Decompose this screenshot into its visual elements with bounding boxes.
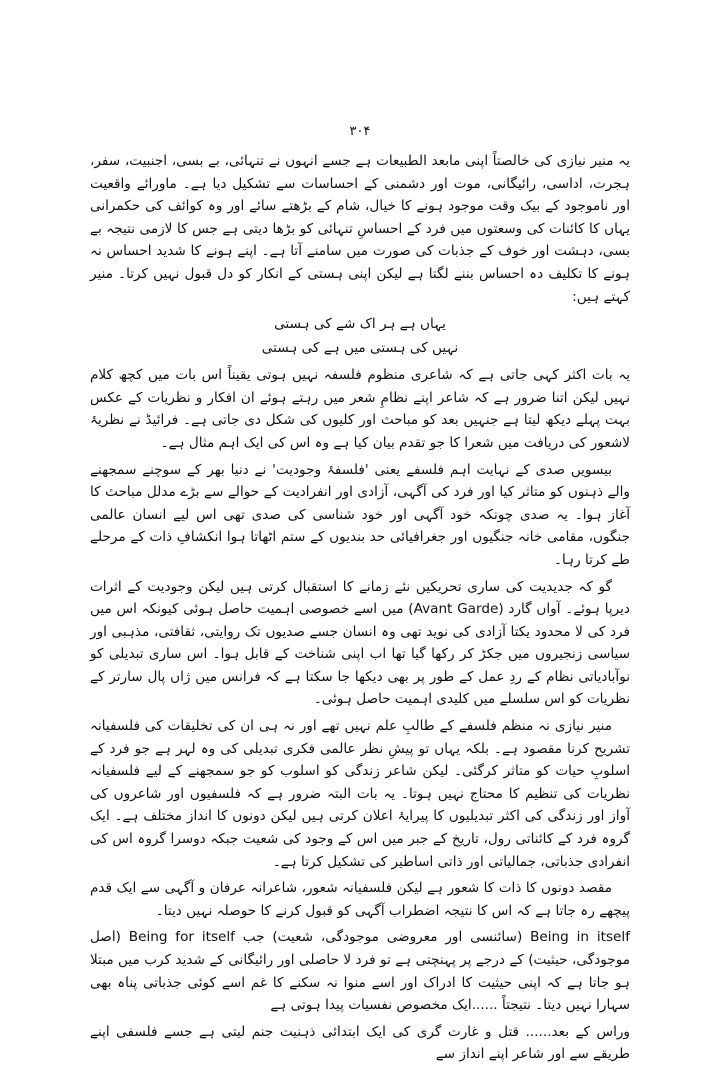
verse-line-2: نہیں کی ہستی میں ہے کی ہستی [261, 340, 459, 357]
paragraph-4: گو کہ جدیدیت کی ساری تحریکیں نئے زمانے کا استقبال کرتی ہیں لیکن وجودیت کے اثرات دیرپا ہوئے۔ آواں گارد (Avant Garde) میں اسے خصوصی اہمیت حاصل ہوئی کیونکہ اس میں فرد کی لا محدود یکتا آزادی کی نوید تھی وہ انسان جسے صدیوں تک روایتی، ثقافتی، مذہبی اور سیاسی زنجیروں میں جکڑ کر رکھا گیا تھا اب اپنی شناخت کے قابل ہوا۔ اس ساری تبدیلی کو نوآبادیاتی نظام کے ردِ عمل کے طور پر بھی دیکھا جا سکتا ہے کہ فرانس میں ژاں پال سارتر کے نظریات کو اس سلسلے میں کلیدی اہمیت حاصل ہوئی۔ [90, 578, 630, 708]
page-number: ۳۰۴ [349, 124, 371, 139]
paragraph-2: یہ بات اکثر کہی جاتی ہے کہ شاعری منظوم فلسفہ نہیں ہوتی یقیناً اس بات میں کچھ کلام نہیں لیکن اتنا ضرور ہے کہ شاعر اپنے نظامِ شعر میں رہتے ہوئے ان افکار و نظریات کے عکس بہت پہلے دیکھ لیتا ہے جنہیں بعد کو مباحث اور کلیوں کی شکل دی جاتی ہے۔ فرائیڈ نے نظریۂ لاشعور کی دریافت میں شعرا کا جو تقدم بیان کیا ہے وہ اس کی ایک اہم مثال ہے۔ [90, 367, 630, 451]
verse-block [90, 312, 630, 360]
paragraph-6: مقصد دونوں کا ذات کا شعور ہے لیکن فلسفیانہ شعور، شاعرانہ عرفان و آگہی سے ایک قدم پیچھے رہ جاتا ہے کہ اس کا نتیجہ اضطراب آگہی کو قبول کرنے کا حوصلہ نہیں دیتا۔ [90, 880, 630, 919]
paragraph-1: یہ منیر نیازی کی خالصتاً اپنی مابعد الطبیعات ہے جسے انہوں نے تنہائی، بے بسی، اجنبیت، سفر، ہجرت، اداسی، رائیگانی، موت اور دشمنی کے احساسات سے تشکیل دیا ہے۔ ماورائے واقعیت اور ناموجود کے بیک وقت موجود ہونے کا خیال، شام کے بڑھتے سائے اور وہ کوائف کی حکمرانی یہاں کا کائنات کی وسعتوں میں فرد کے احساسِ تنہائی کو بڑھا دیتی ہے جس کا لازمی نتیجہ بے بسی، دہشت اور خوف کے جذبات کی صورت میں سامنے آتا ہے۔ اپنے ہونے کا شدید احساس نہ ہونے کا تکلیف دہ احساس بننے لگتا ہے لیکن اپنی ہستی کے انکار کو دل قبول نہیں کرتا۔ منیر کہتے ہیں: [90, 153, 630, 305]
paragraph-8: وراس کے بعد...... قتل و غارت گری کی ایک ابتدائی ذہنیت جنم لیتی ہے جسے فلسفی اپنے طریقے سے اور شاعر اپنے انداز سے [90, 1023, 630, 1063]
paragraph-3: بیسویں صدی کے نہایت اہم فلسفے یعنی 'فلسفۂ وجودیت' نے دنیا بھر کے سوچنے سمجھنے والے ذہنوں کو متاثر کیا اور فرد کی آگہی، آزادی اور انفرادیت کے حوالے سے بڑے مدلل مباحث کا آغاز ہوا۔ یہ صدی چونکہ خود آگہی اور خود شناسی کی صدی تھی اس لیے انسان عالمی جنگوں، مقامی خانہ جنگیوں اور جغرافیائی حد بندیوں کے ستم اٹھاتا ہوا انکشافِ ذات کے مرحلے طے کرتا رہا۔ [90, 461, 630, 568]
paragraph-7: Being in itself (سائنسی اور معروضی موجودگی، شعیت) جب Being for itself (اصل موجودگی، حیثیت) کے درجے پر پہنچتی ہے تو فرد لا حاصلی اور رائیگانی کے شدید کرب میں مبتلا ہو جاتا ہے کہ اپنی حیثیت کا ادراک اور اسے منوا نہ سکنے کا غم اسے کوئی جذباتی پناہ بھی سہارا نہیں دیتا۔ نتیجتاً ......ایک مخصوص نفسیات پیدا ہوتی ہے [90, 929, 630, 1014]
paragraph-5: منیر نیازی نہ منظم فلسفے کے طالبِ علم نہیں تھے اور نہ ہی ان کی تخلیقات کی فلسفیانہ تشریح کرنا مقصود ہے۔ بلکہ یہاں تو پیشِ نظر عالمی فکری تبدیلی کی وہ لہر ہے جو فرد کے اسلوبِ حیات کو متاثر کرگئی۔ لیکن شاعر زندگی کو اسلوب کو جو سمجھنے کے لیے فلسفیانہ نظریات کی تنظیم کا محتاج نہیں ہوتا۔ یہ بات البتہ ضرور ہے کہ فلسفیوں اور شاعروں کی آواز اور زندگی کی اکثر تبدیلیوں کا پیرایۂ اعلان کرتی ہیں لیکن دونوں کا انداز مختلف ہے۔ ایک گروہ فرد کے کائناتی رول، تاریخ کے جبر میں اس کے وجود کی شعیت جبکہ دوسرا گروہ اس کی انفرادی جذباتی، جمالیاتی اور ذاتی اساطیر کی تشکیل کرتا ہے۔ [90, 718, 630, 870]
page-body [90, 150, 630, 1070]
verse-line-1: یہاں ہے ہر اک شے کی ہستی [274, 316, 446, 333]
